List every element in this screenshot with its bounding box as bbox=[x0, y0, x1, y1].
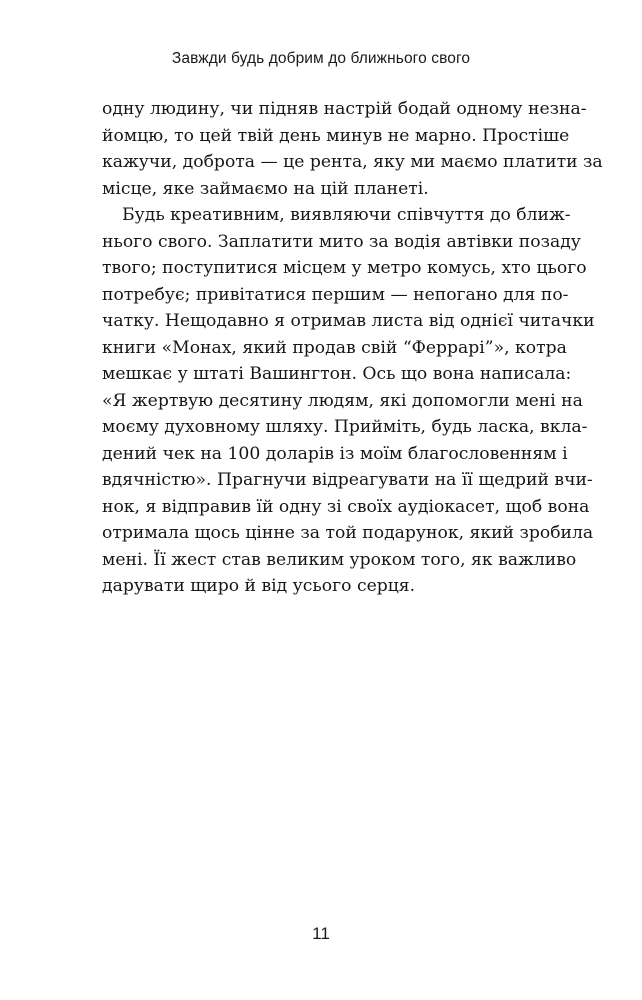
text-line: мені. Її жест став великим уроком того, як важливо bbox=[102, 549, 577, 570]
text-line: місце, яке займаємо на цій планеті. bbox=[102, 178, 429, 199]
text-line: книги «Монах, який продав свій “Феррарі”», котра bbox=[102, 337, 567, 358]
text-line: «Я жертвую десятину людям, які допомогли мені на bbox=[102, 390, 583, 411]
text-line: нок, я відправив їй одну зі своїх аудіокасет, щоб вона bbox=[102, 496, 590, 517]
paragraph-2 bbox=[102, 202, 595, 600]
text-line: кажучи, доброта — це рента, яку ми маємо платити за bbox=[102, 152, 603, 172]
text-line: отримала щось цінне за той подарунок, який зробила bbox=[102, 523, 594, 543]
text-line: дарувати щиро й від усього серця. bbox=[102, 576, 416, 596]
page-number: 11 bbox=[312, 924, 330, 943]
text-line: вдячністю». Прагнучи відреагувати на її щедрий вчи- bbox=[102, 470, 593, 490]
text-line: твого; поступитися місцем у метро комусь, хто цього bbox=[102, 258, 587, 278]
text-line: одну людину, чи підняв настрій бодай одному незна- bbox=[102, 99, 587, 119]
text-line: мешкає у штаті Вашингтон. Ось що вона написала: bbox=[102, 364, 572, 384]
body-text bbox=[102, 96, 603, 600]
text-line: Будь креативним, виявляючи співчуття до ближ- bbox=[122, 205, 571, 225]
text-line: нього свого. Заплатити мито за водія автівки позаду bbox=[102, 231, 581, 252]
text-line: потребує; привітатися першим — непогано для по- bbox=[102, 284, 569, 305]
text-line: чатку. Нещодавно я отримав листа від однієї читачки bbox=[102, 311, 595, 331]
text-line: дений чек на 100 доларів із моїм благословенням і bbox=[102, 443, 568, 464]
text-line: йомцю, то цей твій день минув не марно. Простіше bbox=[102, 125, 570, 146]
paragraph-1 bbox=[102, 96, 603, 202]
text-line: моєму духовному шляху. Прийміть, будь ласка, вкла- bbox=[102, 417, 588, 437]
running-header: Завжди будь добрим до ближнього свого bbox=[171, 50, 471, 67]
